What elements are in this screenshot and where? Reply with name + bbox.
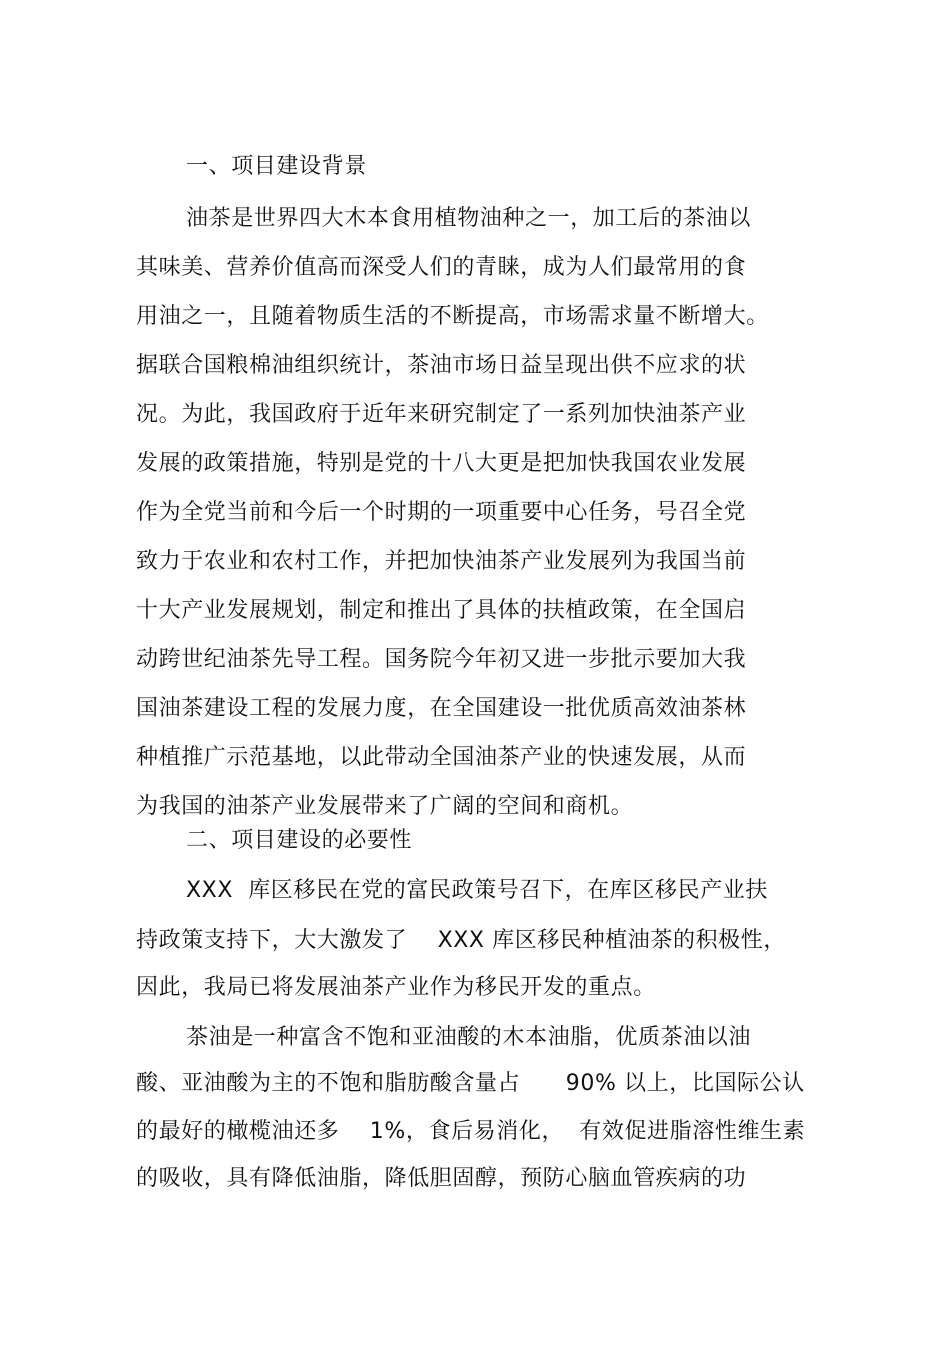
paragraph-line: 作为全党当前和今后一个时期的一项重要中心任务，号召全党 (136, 500, 747, 525)
paragraph-line: 况。为此，我国政府于近年来研究制定了一系列加快油茶产业 (136, 402, 747, 427)
paragraph-line: 的最好的橄榄油还多 1%，食后易消化， 有效促进脂溶性维生素 (136, 1119, 806, 1144)
paragraph-line: 据联合国粮棉油组织统计，茶油市场日益呈现出供不应求的状 (136, 353, 747, 378)
paragraph-line: 油茶是世界四大木本食用植物油种之一，加工后的茶油以 (186, 206, 752, 231)
paragraph-line: 十大产业发展规划，制定和推出了具体的扶植政策，在全国启 (136, 598, 747, 623)
paragraph-line: 发展的政策措施，特别是党的十八大更是把加快我国农业发展 (136, 451, 747, 476)
heading-project-necessity: 二、项目建设的必要性 (186, 828, 413, 853)
paragraph-line: 酸、亚油酸为主的不饱和脂肪酸含量占 90% 以上，比国际公认 (136, 1071, 805, 1096)
paragraph-line: 的吸收，具有降低油脂，降低胆固醇，预防心脑血管疾病的功 (136, 1166, 747, 1191)
paragraph-line: 国油茶建设工程的发展力度，在全国建设一批优质高效油茶林 (136, 696, 747, 721)
paragraph-line: 动跨世纪油茶先导工程。国务院今年初又进一步批示要加大我 (136, 647, 747, 672)
paragraph-line: 为我国的油茶产业发展带来了广阔的空间和商机。 (136, 794, 634, 819)
paragraph-line: XXX 库区移民在党的富民政策号召下，在库区移民产业扶 (186, 878, 769, 903)
heading-project-background: 一、项目建设背景 (186, 154, 367, 179)
paragraph-line: 种植推广示范基地，以此带动全国油茶产业的快速发展，从而 (136, 745, 747, 770)
paragraph-line: 持政策支持下，大大激发了 XXX 库区移民种植油茶的积极性， (136, 928, 786, 953)
paragraph-line: 用油之一，且随着物质生活的不断提高，市场需求量不断增大。 (136, 304, 769, 329)
paragraph-line: 其味美、营养价值高而深受人们的青睐，成为人们最常用的食 (136, 255, 747, 280)
paragraph-line: 致力于农业和农村工作，并把加快油茶产业发展列为我国当前 (136, 549, 747, 574)
paragraph-line: 茶油是一种富含不饱和亚油酸的木本油脂，优质茶油以油 (186, 1025, 752, 1050)
paragraph-line: 因此，我局已将发展油茶产业作为移民开发的重点。 (136, 975, 656, 1000)
